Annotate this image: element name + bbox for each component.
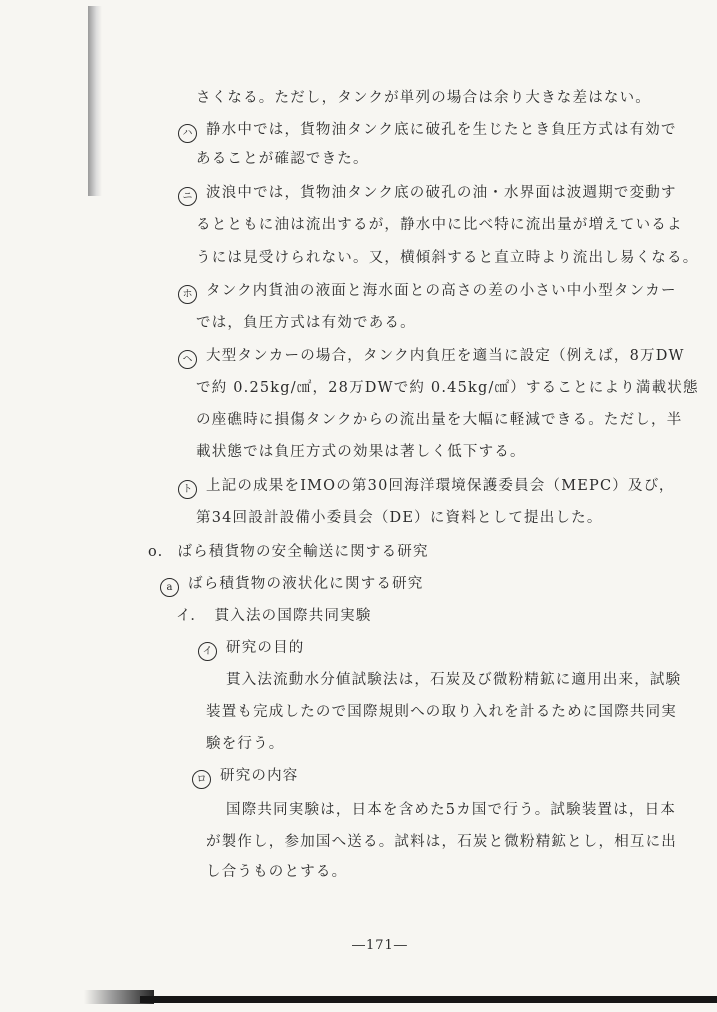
subsection-heading — [160, 574, 424, 597]
sub-item-i — [198, 638, 305, 661]
scan-shadow — [88, 6, 102, 196]
body-line-1: さくなる。ただし，タンクが単列の場合は余り大きな差はない。 — [196, 90, 652, 106]
section-number: o. — [148, 544, 164, 560]
marker-i: イ — [198, 642, 217, 661]
sub-item-title-purpose: 研究の目的 — [226, 640, 305, 656]
body-line-25: し合うものとする。 — [206, 864, 348, 880]
body-line-12: 載状態では負圧方式の効果は著しく低下する。 — [196, 444, 526, 460]
body-line-24: が製作し，参加国へ送る。試料は，石炭と微粉精鉱とし，相互に出 — [206, 834, 677, 850]
body-line-19: 貫入法流動水分値試験法は，石炭及び微粉精鉱に適用出来，試験 — [226, 672, 682, 688]
sub-item-title-content: 研究の内容 — [220, 768, 299, 784]
subsection-title: ばら積貨物の液状化に関する研究 — [188, 576, 424, 592]
section-heading — [148, 542, 429, 562]
body-line-11: の座礁時に損傷タンクからの流出量を大幅に軽減できる。ただし，半 — [196, 412, 683, 428]
list-item-ho — [178, 281, 677, 304]
marker-to: ト — [178, 480, 197, 499]
body-line-13: 上記の成果をIMOの第30回海洋環境保護委員会（MEPC）及び， — [206, 478, 675, 494]
body-line-7: タンク内貨油の液面と海水面との高さの差の小さい中小型タンカー — [206, 283, 677, 299]
body-line-3: あることが確認できた。 — [196, 151, 369, 167]
marker-he: ヘ — [178, 350, 197, 369]
body-line-10: で約 0.25kg/㎠，28万DWで約 0.45kg/㎠）することにより満載状態 — [196, 380, 699, 396]
body-line-9: 大型タンカーの場合，タンク内負圧を適当に設定（例えば，8万DW — [206, 348, 685, 364]
marker-a: a — [160, 578, 179, 597]
list-item-ha — [178, 120, 677, 143]
item-heading-i: イ． 貫入法の国際共同実験 — [176, 608, 372, 624]
body-line-8: では，負圧方式は有効である。 — [196, 315, 416, 331]
marker-ha: ハ — [178, 124, 197, 143]
sub-item-ro — [192, 766, 299, 789]
body-line-4: 波浪中では，貨物油タンク底の破孔の油・水界面は波週期で変動す — [206, 185, 677, 201]
marker-ho: ホ — [178, 285, 197, 304]
body-line-23: 国際共同実験は，日本を含めた5カ国で行う。試験装置は，日本 — [226, 802, 677, 818]
list-item-he — [178, 346, 685, 369]
body-line-2: 静水中では，貨物油タンク底に破孔を生じたとき負圧方式は有効で — [206, 122, 677, 138]
marker-ro: ロ — [192, 770, 211, 789]
body-line-5: るとともに油は流出するが，静水中に比べ特に流出量が増えているよ — [196, 217, 683, 233]
body-line-14: 第34回設計設備小委員会（DE）に資料として提出した。 — [196, 510, 603, 526]
body-line-20: 装置も完成したので国際規則への取り入れを計るために国際共同実 — [206, 704, 677, 720]
body-line-6: うには見受けられない。又，横傾斜すると直立時より流出し易くなる。 — [196, 250, 699, 266]
body-line-21: 験を行う。 — [206, 736, 285, 752]
section-title: ばら積貨物の安全輸送に関する研究 — [177, 544, 429, 560]
page-number: ―171― — [352, 938, 408, 953]
marker-ni: ニ — [178, 187, 197, 206]
bottom-edge-rule — [140, 996, 717, 1003]
list-item-ni — [178, 183, 677, 206]
list-item-to — [178, 476, 675, 499]
